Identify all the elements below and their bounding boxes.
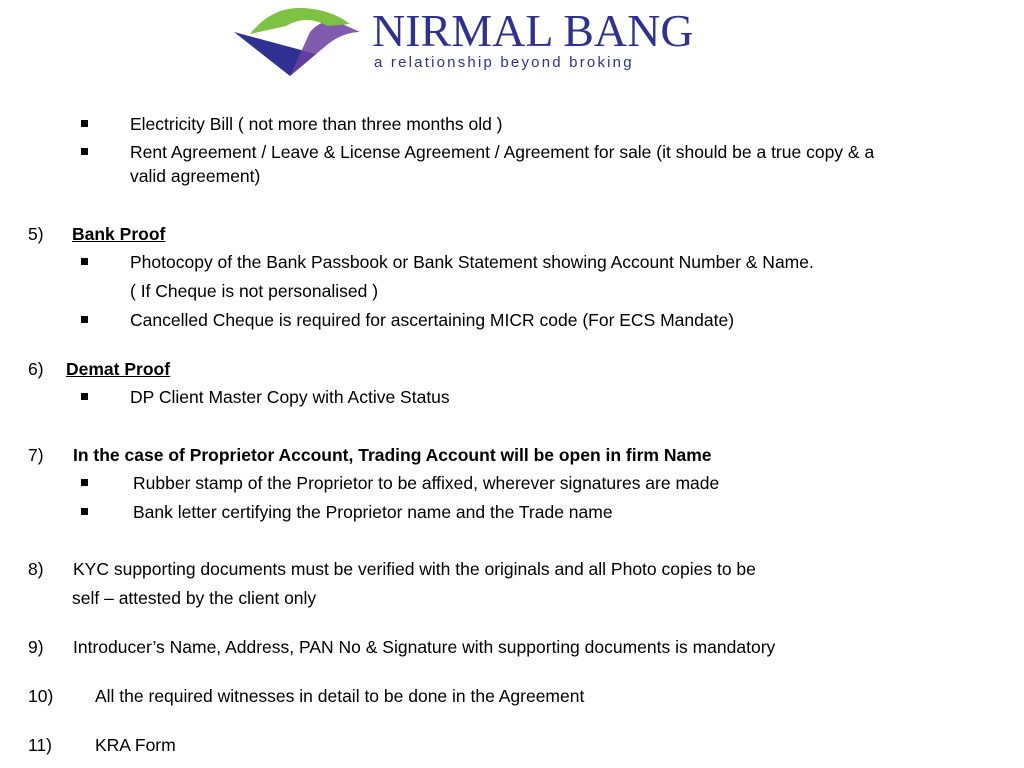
bullet-icon: [81, 120, 88, 127]
bullet-icon: [81, 258, 88, 265]
section-number: 10): [28, 686, 54, 706]
address-proof-item: Electricity Bill ( not more than three months old ): [130, 114, 503, 134]
brand-tagline: a relationship beyond broking: [374, 54, 634, 71]
introducer-text: Introducer’s Name, Address, PAN No & Signature with supporting documents is mandatory: [73, 637, 776, 657]
bank-proof-item: Cancelled Cheque is required for ascertaining MICR code (For ECS Mandate): [130, 310, 735, 330]
proprietor-item: Bank letter certifying the Proprietor name and the Trade name: [133, 502, 613, 522]
section-title-bank-proof: Bank Proof: [72, 224, 166, 244]
section-number: 5): [28, 224, 44, 244]
bullet-icon: [81, 316, 88, 323]
bank-proof-note: ( If Cheque is not personalised ): [130, 281, 379, 301]
section-number: 11): [28, 735, 52, 755]
kyc-text: KYC supporting documents must be verified with the originals and all Photo copies to be: [73, 559, 756, 579]
demat-proof-item: DP Client Master Copy with Active Status: [130, 387, 450, 407]
witnesses-text: All the required witnesses in detail to be done in the Agreement: [95, 686, 585, 706]
brand-name: NIRMAL BANG: [372, 5, 694, 56]
bullet-icon: [81, 508, 88, 515]
section-number: 8): [28, 559, 44, 579]
section-title-demat-proof: Demat Proof: [66, 359, 171, 379]
section-number: 6): [28, 359, 44, 379]
address-proof-item: Rent Agreement / Leave & License Agreement / Agreement for sale (it should be a true copy & a: [130, 142, 875, 162]
section-number: 9): [28, 637, 44, 657]
address-proof-item-continued: valid agreement): [130, 166, 261, 186]
proprietor-item: Rubber stamp of the Proprietor to be affixed, wherever signatures are made: [133, 473, 720, 493]
bullet-icon: [81, 393, 88, 400]
bullet-icon: [81, 148, 88, 155]
bullet-icon: [81, 479, 88, 486]
kyc-text-continued: self – attested by the client only: [72, 588, 317, 608]
bank-proof-item: Photocopy of the Bank Passbook or Bank Statement showing Account Number & Name.: [130, 252, 814, 272]
logo-mark-icon: [232, 4, 372, 78]
kra-text: KRA Form: [95, 735, 176, 755]
company-logo: [232, 4, 732, 80]
section-title-proprietor: In the case of Proprietor Account, Trading Account will be open in firm Name: [73, 445, 712, 465]
section-number: 7): [28, 445, 44, 465]
